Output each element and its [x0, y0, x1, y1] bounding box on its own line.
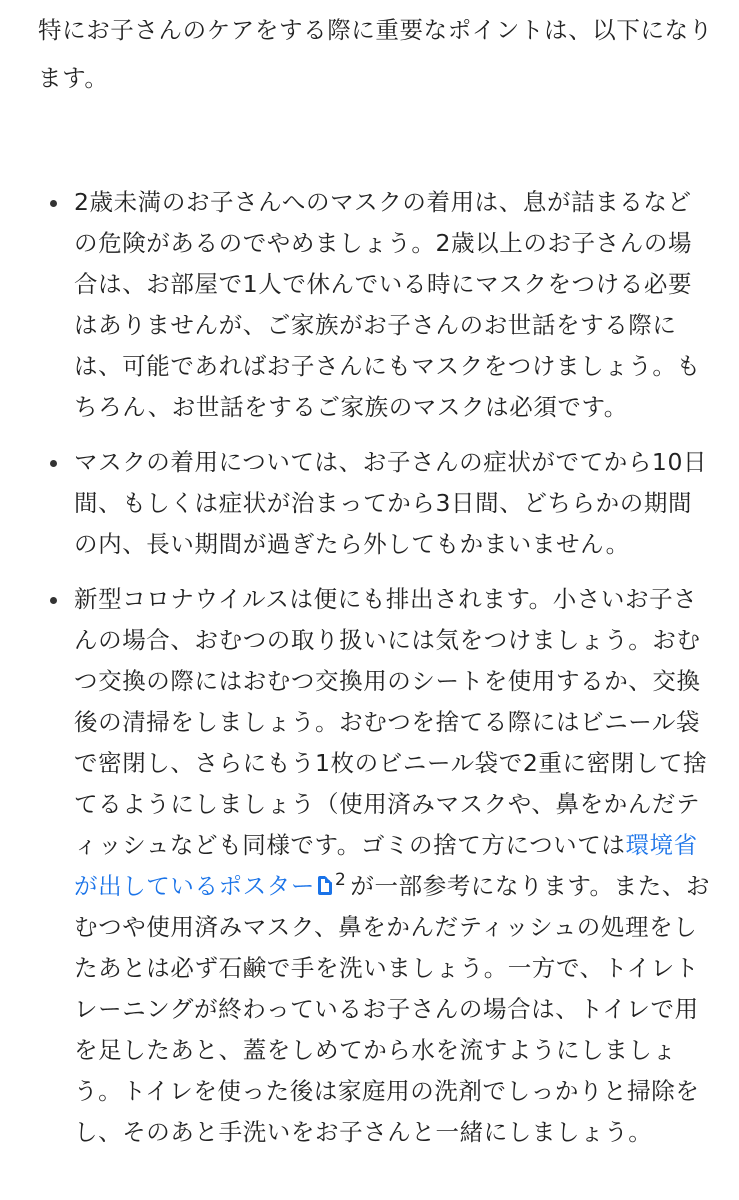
list-item-mask-duration	[38, 442, 715, 565]
document-icon[interactable]	[318, 876, 332, 895]
list-item-text-before-link: 新型コロナウイルスは便にも排出されます。小さいお子さんの場合、おむつの取り扱いには気をつけましょう。おむつ交換の際にはおむつ交換用のシートを使用するか、交換後の清掃をしましょう。おむつを捨てる際にはビニール袋で密閉し、さらにもう1枚のビニール袋で2重に密閉して捨てるようにしましょう（使用済みマスクや、鼻をかんだティッシュなども同様です。ゴミの捨て方については	[74, 585, 708, 859]
ministry-poster-link-label[interactable]: 環境省が出しているポスター	[74, 831, 698, 900]
list-item-text: マスクの着用については、お子さんの症状がでてから10日間、もしくは症状が治まってから3日間、どちらかの期間の内、長い期間が過ぎたら外してもかまいません。	[74, 448, 708, 558]
list-item-mask-age	[38, 182, 715, 428]
list-item-diaper-care	[38, 579, 715, 1153]
intro-paragraph: 特にお子さんのケアをする際に重要なポイントは、以下になります。	[38, 16, 713, 92]
list-item-text: 2歳未満のお子さんへのマスクの着用は、息が詰まるなどの危険があるのでやめましょう。2歳以上のお子さんの場合は、お部屋で1人で休んでいる時にマスクをつける必要はありませんが、ご家族がお子さんのお世話をする際には、可能であればお子さんにもマスクをつけましょう。もちろん、お世話をするご家族のマスクは必須です。	[74, 188, 701, 421]
care-points-list	[38, 182, 715, 1153]
footnote-reference[interactable]: 2	[335, 870, 347, 890]
list-item-text-after-link: が一部参考になります。また、おむつや使用済みマスク、鼻をかんだティッシュの処理をしたあとは必ず石鹸で手を洗いましょう。一方で、トイレトレーニングが終わっているお子さんの場合は、トイレで用を足したあと、蓋をしめてから水を流すようにしましょう。トイレを使った後は家庭用の洗剤でしっかりと掃除をし、そのあと手洗いをお子さんと一緒にしましょう。	[74, 872, 711, 1146]
